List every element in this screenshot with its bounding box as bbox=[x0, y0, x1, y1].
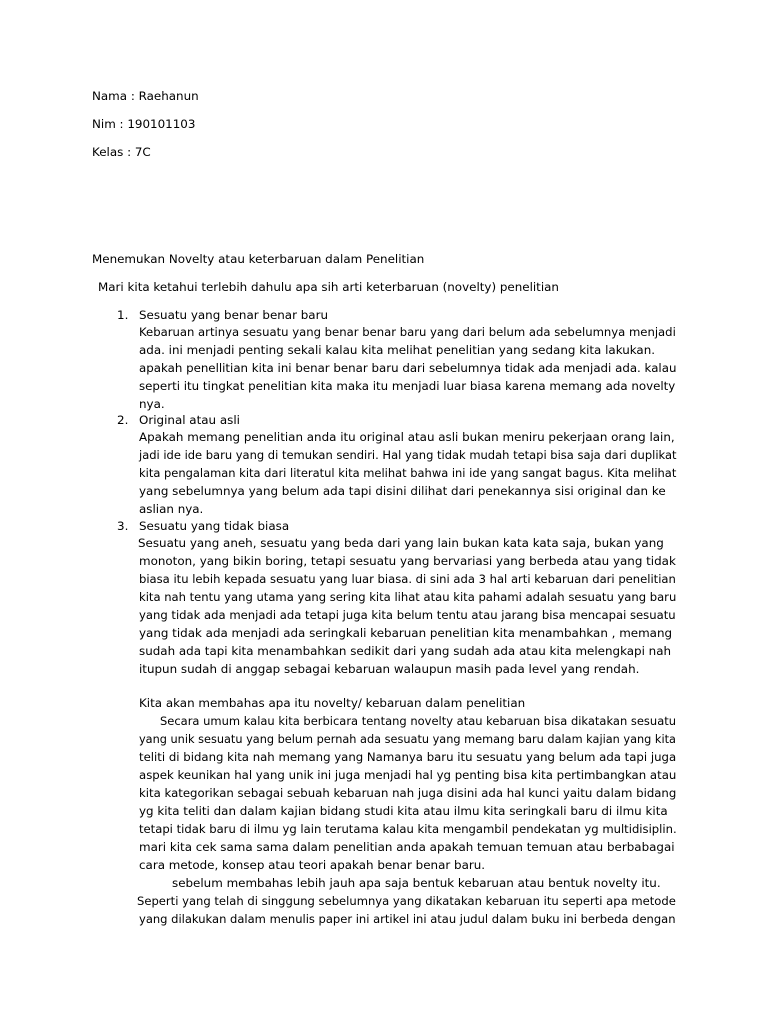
list-item-title: Original atau asli bbox=[139, 413, 240, 427]
paragraph-line: itupun sudah di anggap sebagai kebaruan walaupun masih pada level yang rendah. bbox=[139, 662, 640, 676]
paragraph-line: cara metode, konsep atau teori apakah benar benar baru. bbox=[139, 858, 486, 872]
class-line: Kelas : 7C bbox=[92, 145, 151, 159]
name-line: Nama : Raehanun bbox=[92, 89, 199, 103]
paragraph-line: yang sebelumnya yang belum ada tapi disini dilihat dari penekannya sisi original dan ke bbox=[139, 484, 666, 498]
paragraph-line: teliti di bidang kita nah memang yang Namanya baru itu sesuatu yang belum ada tapi juga bbox=[139, 750, 677, 764]
paragraph-line: mari kita cek sama sama dalam penelitian anda apakah temuan temuan atau berbabagai bbox=[139, 840, 675, 854]
paragraph-line: biasa itu lebih kepada sesuatu yang luar biasa. di sini ada 3 hal arti kebaruan dari penelitian bbox=[139, 572, 676, 586]
paragraph-line: sebelum membahas lebih jauh apa saja bentuk kebaruan atau bentuk novelty itu. bbox=[172, 876, 661, 890]
paragraph-line: Kebaruan artinya sesuatu yang benar benar baru yang dari belum ada sebelumnya menjadi bbox=[139, 325, 676, 339]
paragraph-line: yang dilakukan dalam menulis paper ini artikel ini atau judul dalam buku ini berbeda dengan bbox=[139, 912, 676, 926]
paragraph-line: Seperti yang telah di singgung sebelumnya yang dikatakan kebaruan itu seperti apa metode bbox=[137, 894, 676, 908]
document-title: Menemukan Novelty atau keterbaruan dalam Penelitian bbox=[92, 252, 425, 266]
paragraph-line: Secara umum kalau kita berbicara tentang novelty atau kebaruan bisa dikatakan sesuatu bbox=[160, 714, 677, 728]
paragraph-line: sudah ada tapi kita menambahkan sedikit dari yang sudah ada atau kita melengkapi nah bbox=[139, 644, 672, 658]
paragraph-line: monoton, yang bikin boring, tetapi sesuatu yang bervariasi yang berbeda atau yang tidak bbox=[139, 554, 676, 568]
section-heading: Kita akan membahas apa itu novelty/ kebaruan dalam penelitian bbox=[139, 696, 526, 710]
paragraph-line: Sesuatu yang aneh, sesuatu yang beda dari yang lain bukan kata kata saja, bukan yang bbox=[138, 536, 664, 550]
paragraph-line: aspek keunikan hal yang unik ini juga menjadi hal yg penting bisa kita pertimbangkan atau bbox=[139, 768, 677, 782]
list-item-number: 1. bbox=[117, 308, 129, 322]
paragraph-line: aslian nya. bbox=[139, 502, 204, 516]
paragraph-line: kita kategorikan sebagai sebuah kebaruan nah juga disini ada hal kunci yaitu dalam bidang bbox=[139, 786, 677, 800]
paragraph-line: seperti itu tingkat penelitian kita maka itu menjadi luar biasa karena memang ada novelty bbox=[139, 379, 676, 393]
list-item-number: 3. bbox=[117, 519, 129, 533]
paragraph-line: kita pengalaman kita dari literatul kita melihat bahwa ini ide yang sangat bagus. Kita melihat bbox=[139, 466, 677, 480]
list-item-title: Sesuatu yang tidak biasa bbox=[139, 519, 290, 533]
paragraph-line: kita nah tentu yang utama yang sering kita lihat atau kita pahami adalah sesuatu yang baru bbox=[139, 590, 677, 604]
paragraph-line: Apakah memang penelitian anda itu original atau asli bukan meniru pekerjaan orang lain, bbox=[139, 430, 675, 444]
nim-line: Nim : 190101103 bbox=[92, 117, 196, 131]
paragraph-line: jadi ide ide baru yang di temukan sendiri. Hal yang tidak mudah tetapi bisa saja dari duplikat bbox=[139, 448, 677, 462]
list-item-number: 2. bbox=[117, 413, 129, 427]
intro-text: Mari kita ketahui terlebih dahulu apa sih arti keterbaruan (novelty) penelitian bbox=[98, 280, 559, 294]
paragraph-line: yg kita teliti dan dalam kajian bidang studi kita atau ilmu kita seringkali baru di ilmu kita bbox=[139, 804, 668, 818]
list-item-title: Sesuatu yang benar benar baru bbox=[139, 308, 329, 322]
paragraph-line: yang tidak ada menjadi ada seringkali kebaruan penelitian kita menambahkan , memang bbox=[139, 626, 673, 640]
paragraph-line: yang unik sesuatu yang belum pernah ada sesuatu yang memang baru dalam kajian yang kita bbox=[139, 732, 676, 746]
paragraph-line: nya. bbox=[139, 397, 165, 411]
paragraph-line: apakah penellitian kita ini benar benar baru dari sebelumnya tidak ada menjadi ada. kalau bbox=[139, 361, 677, 375]
paragraph-line: ada. ini menjadi penting sekali kalau kita melihat penelitian yang sedang kita lakukan. bbox=[139, 343, 656, 357]
paragraph-line: tetapi tidak baru di ilmu yg lain terutama kalau kita mengambil pendekatan yg multidisiplin. bbox=[139, 822, 677, 836]
paragraph-line: yang tidak ada menjadi ada tetapi juga kita belum tentu atau jarang bisa mencapai sesuatu bbox=[139, 608, 676, 622]
